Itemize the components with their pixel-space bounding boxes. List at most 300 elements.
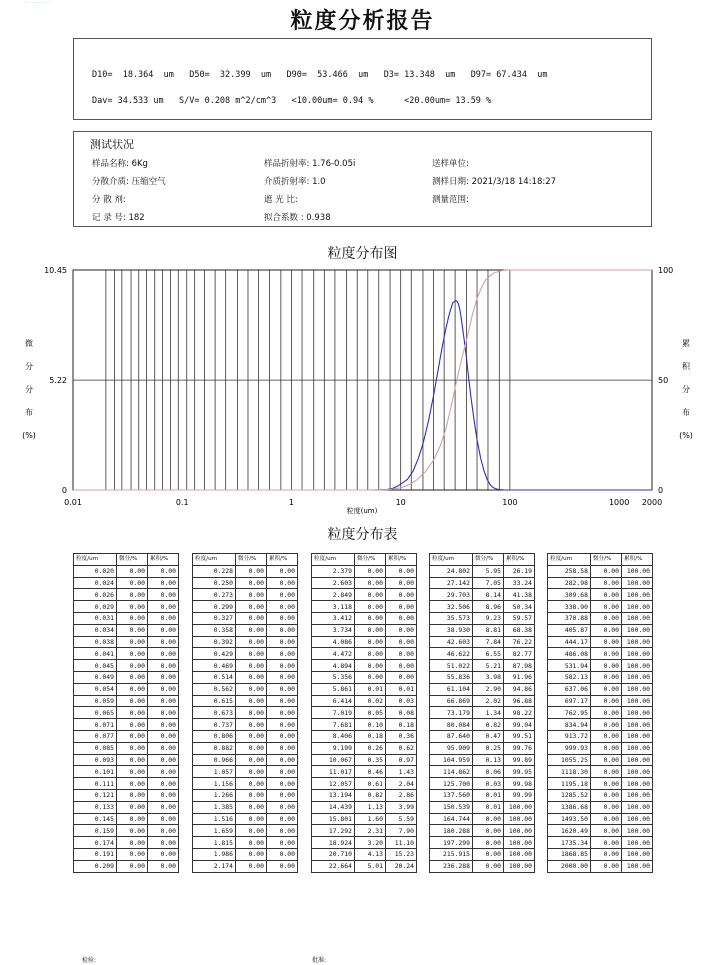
table-cell: 2.04 — [385, 778, 416, 790]
table-cell: 0.00 — [472, 825, 503, 837]
table-cell: 42.603 — [430, 636, 473, 648]
table-row — [193, 648, 298, 660]
table-cell: 0.071 — [74, 719, 117, 731]
table-header-row — [74, 554, 179, 566]
table-row — [312, 813, 417, 825]
table-cell: 0.00 — [590, 789, 621, 801]
table-cell: 0.00 — [472, 860, 503, 872]
sender: 送样单位: — [432, 159, 469, 169]
table-cell: 0.00 — [266, 589, 297, 601]
table-cell: 0.00 — [147, 565, 178, 577]
y-left-axis-label: 微 — [25, 339, 33, 348]
table-cell: 0.00 — [116, 754, 147, 766]
table-cell: 100.00 — [621, 612, 652, 624]
table-cell: 0.00 — [235, 848, 266, 860]
table-cell: 8.81 — [472, 624, 503, 636]
table-cell: 0.00 — [266, 636, 297, 648]
table-cell: 0.00 — [266, 577, 297, 589]
table-cell: 76.22 — [503, 636, 534, 648]
table-cell: 0.00 — [590, 612, 621, 624]
table-cell: 0.029 — [74, 601, 117, 613]
table-cell: 100.00 — [621, 601, 652, 613]
distribution-table — [311, 553, 417, 873]
table-row — [430, 801, 535, 813]
fit-coefficient: 拟合系数 : 0.938 — [264, 213, 331, 223]
table-row — [74, 577, 179, 589]
table-cell: 18.924 — [312, 837, 355, 849]
table-cell: 0.00 — [590, 860, 621, 872]
table-header-cell: 累积/% — [621, 554, 652, 566]
table-cell: 55.836 — [430, 671, 473, 683]
table-cell: 100.00 — [621, 766, 652, 778]
table-cell: 26.19 — [503, 565, 534, 577]
table-cell: 0.00 — [590, 707, 621, 719]
table-row — [193, 565, 298, 577]
table-cell: 0.00 — [266, 742, 297, 754]
table-cell: 0.00 — [116, 848, 147, 860]
table-cell: 0.00 — [590, 719, 621, 731]
table-cell: 125.700 — [430, 778, 473, 790]
table-cell: 100.00 — [621, 801, 652, 813]
table-row — [548, 577, 653, 589]
table-cell: 215.915 — [430, 848, 473, 860]
table-header-row — [430, 554, 535, 566]
table-cell: 444.17 — [548, 636, 591, 648]
table-row — [193, 837, 298, 849]
measure-range: 测量范围: — [432, 195, 469, 205]
table-cell: 999.93 — [548, 742, 591, 754]
table-cell: 0.00 — [472, 837, 503, 849]
series-line-differential — [372, 301, 652, 491]
table-cell: 0.00 — [147, 801, 178, 813]
table-cell: 0.00 — [590, 813, 621, 825]
table-cell: 4.472 — [312, 648, 355, 660]
report-title: 粒度分析报告 — [290, 9, 435, 34]
table-cell: 0.00 — [266, 789, 297, 801]
table-cell: 5.95 — [472, 565, 503, 577]
table-cell: 0.00 — [235, 660, 266, 672]
table-cell: 0.054 — [74, 683, 117, 695]
table-cell: 1.659 — [193, 825, 236, 837]
table-cell: 0.00 — [266, 695, 297, 707]
y-left-tick-label: 10.45 — [44, 266, 67, 275]
table-cell: 99.99 — [503, 789, 534, 801]
table-row — [193, 601, 298, 613]
footer-inspector: 检验: — [82, 957, 97, 964]
table-cell: 0.00 — [116, 707, 147, 719]
table-cell: 1285.52 — [548, 789, 591, 801]
table-cell: 582.13 — [548, 671, 591, 683]
table-row — [193, 778, 298, 790]
table-cell: 0.00 — [590, 601, 621, 613]
table-cell: 0.00 — [147, 695, 178, 707]
table-row — [548, 813, 653, 825]
table-cell: 0.00 — [235, 695, 266, 707]
table-row — [430, 660, 535, 672]
table-cell: 100.00 — [621, 789, 652, 801]
table-row — [548, 648, 653, 660]
table-cell: 0.00 — [235, 683, 266, 695]
table-row — [430, 766, 535, 778]
table-cell: 0.00 — [147, 730, 178, 742]
table-cell: 0.041 — [74, 648, 117, 660]
table-row — [74, 860, 179, 872]
table-row — [193, 671, 298, 683]
table-header-cell: 微分/% — [590, 554, 621, 566]
table-cell: 2.86 — [385, 789, 416, 801]
table-cell: 1.516 — [193, 813, 236, 825]
table-header-cell: 微分/% — [354, 554, 385, 566]
table-cell: 73.179 — [430, 707, 473, 719]
table-cell: 38.930 — [430, 624, 473, 636]
table-cell: 1386.68 — [548, 801, 591, 813]
table-cell: 0.00 — [590, 837, 621, 849]
summary-line-1: D10= 18.364 um D50= 32.399 um D90= 53.466 um D3= 13.348 um D97= 67.434 um — [92, 70, 548, 80]
table-cell: 0.00 — [590, 825, 621, 837]
table-cell: 0.00 — [266, 801, 297, 813]
table-cell: 150.539 — [430, 801, 473, 813]
table-row — [548, 695, 653, 707]
table-cell: 0.00 — [147, 848, 178, 860]
table-row — [430, 742, 535, 754]
table-cell: 0.00 — [266, 813, 297, 825]
table-cell: 0.00 — [147, 636, 178, 648]
conditions-box — [73, 131, 652, 227]
table-cell: 7.84 — [472, 636, 503, 648]
table-cell: 0.514 — [193, 671, 236, 683]
table-row — [74, 848, 179, 860]
summary-line-2: Dav= 34.533 um S/V= 0.208 m^2/cm^3 <10.00um= 0.94 % <20.00um= 13.59 % — [92, 96, 492, 106]
table-cell: 0.00 — [354, 612, 385, 624]
table-cell: 0.174 — [74, 837, 117, 849]
table-cell: 0.00 — [116, 778, 147, 790]
table-row — [193, 848, 298, 860]
table-cell: 0.00 — [147, 612, 178, 624]
table-cell: 8.96 — [472, 601, 503, 613]
footer-approver: 批准: — [312, 957, 327, 964]
table-cell: 7.05 — [472, 577, 503, 589]
y-left-axis-label: 分 — [25, 385, 33, 394]
table-cell: 0.00 — [266, 837, 297, 849]
distribution-table — [192, 553, 298, 873]
table-header-row — [312, 554, 417, 566]
table-cell: 197.299 — [430, 837, 473, 849]
table-cell: 0.00 — [590, 636, 621, 648]
table-cell: 0.085 — [74, 742, 117, 754]
table-cell: 0.00 — [266, 565, 297, 577]
table-cell: 0.673 — [193, 707, 236, 719]
table-cell: 15.801 — [312, 813, 355, 825]
table-cell: 4.894 — [312, 660, 355, 672]
table-header-cell: 累积/% — [147, 554, 178, 566]
table-row — [193, 766, 298, 778]
table-row — [193, 660, 298, 672]
table-cell: 100.00 — [621, 730, 652, 742]
table-cell: 0.00 — [235, 577, 266, 589]
table-cell: 17.292 — [312, 825, 355, 837]
table-cell: 0.00 — [116, 636, 147, 648]
obscuration: 遮 光 比: — [264, 195, 298, 205]
table-cell: 80.084 — [430, 719, 473, 731]
test-date: 测样日期: 2021/3/18 14:18:27 — [432, 177, 557, 187]
x-tick-label: 0.1 — [175, 498, 189, 507]
table-cell: 100.00 — [621, 695, 652, 707]
table-cell: 258.58 — [548, 565, 591, 577]
table-cell: 100.00 — [503, 848, 534, 860]
table-cell: 0.00 — [354, 577, 385, 589]
table-cell: 2.90 — [472, 683, 503, 695]
table-cell: 0.35 — [354, 754, 385, 766]
company-logo-text: ··· ···· ·· ·· — [24, 0, 51, 7]
table-cell: 87.640 — [430, 730, 473, 742]
table-cell: 0.00 — [235, 766, 266, 778]
table-cell: 96.88 — [503, 695, 534, 707]
table-cell: 0.00 — [235, 707, 266, 719]
table-cell: 0.00 — [354, 589, 385, 601]
table-row — [548, 742, 653, 754]
table-cell: 7.681 — [312, 719, 355, 731]
table-cell: 0.00 — [116, 719, 147, 731]
table-cell: 0.00 — [385, 624, 416, 636]
table-cell: 2.174 — [193, 860, 236, 872]
table-row — [430, 624, 535, 636]
table-cell: 1620.49 — [548, 825, 591, 837]
table-cell: 0.00 — [147, 624, 178, 636]
table-cell: 0.00 — [116, 813, 147, 825]
table-cell: 338.90 — [548, 601, 591, 613]
table-row — [74, 789, 179, 801]
table-cell: 114.862 — [430, 766, 473, 778]
table-cell: 0.00 — [235, 671, 266, 683]
table-cell: 0.045 — [74, 660, 117, 672]
table-cell: 0.03 — [472, 778, 503, 790]
table-row — [74, 624, 179, 636]
table-cell: 3.412 — [312, 612, 355, 624]
table-row — [430, 789, 535, 801]
table-row — [74, 766, 179, 778]
y-left-tick-label: 5.22 — [49, 376, 67, 386]
table-cell: 100.00 — [621, 589, 652, 601]
table-row — [193, 636, 298, 648]
table-cell: 100.00 — [621, 683, 652, 695]
table-row — [74, 589, 179, 601]
table-row — [312, 636, 417, 648]
table-cell: 0.737 — [193, 719, 236, 731]
table-title: 粒度分布表 — [327, 527, 398, 543]
table-cell: 3.734 — [312, 624, 355, 636]
table-cell: 41.38 — [503, 589, 534, 601]
table-cell: 32.506 — [430, 601, 473, 613]
table-cell: 0.00 — [147, 601, 178, 613]
table-cell: 0.00 — [235, 754, 266, 766]
table-cell: 0.00 — [147, 766, 178, 778]
table-cell: 0.00 — [590, 565, 621, 577]
table-row — [312, 589, 417, 601]
table-cell: 99.04 — [503, 719, 534, 731]
x-tick-label: 1 — [288, 498, 294, 507]
table-cell: 0.358 — [193, 624, 236, 636]
table-cell: 1.156 — [193, 778, 236, 790]
x-tick-label: 2000 — [641, 498, 663, 507]
table-row — [312, 742, 417, 754]
table-cell: 0.00 — [235, 801, 266, 813]
table-row — [74, 813, 179, 825]
table-cell: 0.469 — [193, 660, 236, 672]
table-row — [74, 730, 179, 742]
table-cell: 100.00 — [621, 707, 652, 719]
table-cell: 5.861 — [312, 683, 355, 695]
table-cell: 0.562 — [193, 683, 236, 695]
table-row — [430, 730, 535, 742]
table-cell: 0.00 — [116, 624, 147, 636]
table-row — [548, 730, 653, 742]
table-cell: 0.00 — [590, 754, 621, 766]
table-cell: 0.00 — [116, 683, 147, 695]
table-cell: 0.00 — [116, 766, 147, 778]
x-tick-label: 1000 — [608, 498, 630, 507]
table-cell: 0.020 — [74, 565, 117, 577]
table-row — [193, 707, 298, 719]
table-cell: 2000.00 — [548, 860, 591, 872]
table-header-cell: 微分/% — [472, 554, 503, 566]
table-cell: 0.00 — [590, 577, 621, 589]
table-cell: 0.00 — [590, 848, 621, 860]
table-row — [430, 589, 535, 601]
table-cell: 0.01 — [385, 683, 416, 695]
table-cell: 0.00 — [590, 766, 621, 778]
table-cell: 99.98 — [503, 778, 534, 790]
table-cell: 0.327 — [193, 612, 236, 624]
table-row — [548, 766, 653, 778]
table-row — [548, 778, 653, 790]
table-cell: 236.288 — [430, 860, 473, 872]
table-cell: 0.00 — [266, 754, 297, 766]
chart-title: 粒度分布图 — [327, 246, 398, 262]
table-cell: 100.00 — [621, 624, 652, 636]
table-row — [193, 612, 298, 624]
table-row — [312, 801, 417, 813]
y-left-axis-label: (%) — [22, 431, 36, 440]
table-cell: 0.61 — [354, 778, 385, 790]
y-right-axis-label: (%) — [679, 431, 693, 440]
table-cell: 0.00 — [590, 589, 621, 601]
table-cell: 0.13 — [472, 754, 503, 766]
table-cell: 0.00 — [116, 825, 147, 837]
table-row — [193, 801, 298, 813]
table-cell: 91.96 — [503, 671, 534, 683]
table-cell: 3.98 — [472, 671, 503, 683]
table-cell: 0.034 — [74, 624, 117, 636]
table-row — [312, 789, 417, 801]
record-number: 记 录 号: 182 — [92, 213, 145, 223]
table-cell: 0.00 — [147, 837, 178, 849]
table-cell: 0.01 — [472, 801, 503, 813]
table-row — [312, 719, 417, 731]
table-cell: 0.00 — [147, 813, 178, 825]
table-row — [430, 860, 535, 872]
table-cell: 0.806 — [193, 730, 236, 742]
table-row — [312, 624, 417, 636]
table-cell: 2.849 — [312, 589, 355, 601]
table-row — [430, 601, 535, 613]
table-cell: 100.00 — [621, 636, 652, 648]
table-cell: 0.00 — [354, 648, 385, 660]
table-cell: 100.00 — [621, 742, 652, 754]
table-cell: 0.111 — [74, 778, 117, 790]
table-cell: 0.00 — [116, 695, 147, 707]
table-cell: 0.00 — [147, 707, 178, 719]
table-cell: 0.049 — [74, 671, 117, 683]
table-cell: 0.00 — [116, 730, 147, 742]
table-row — [430, 754, 535, 766]
table-row — [430, 778, 535, 790]
table-cell: 35.573 — [430, 612, 473, 624]
table-row — [548, 719, 653, 731]
table-cell: 3.99 — [385, 801, 416, 813]
table-row — [193, 742, 298, 754]
table-cell: 0.392 — [193, 636, 236, 648]
table-cell: 5.01 — [354, 860, 385, 872]
table-header-cell: 粒度/um — [548, 554, 591, 566]
dispersant: 分 散 剂: — [92, 195, 126, 205]
table-row — [430, 813, 535, 825]
table-cell: 0.00 — [235, 719, 266, 731]
table-cell: 0.00 — [266, 860, 297, 872]
table-cell: 61.104 — [430, 683, 473, 695]
table-cell: 0.209 — [74, 860, 117, 872]
y-right-tick-label: 100 — [658, 266, 674, 275]
table-row — [548, 837, 653, 849]
table-cell: 0.00 — [147, 789, 178, 801]
table-row — [193, 730, 298, 742]
table-cell: 0.00 — [266, 719, 297, 731]
table-cell: 99.76 — [503, 742, 534, 754]
table-cell: 8.406 — [312, 730, 355, 742]
table-cell: 66.869 — [430, 695, 473, 707]
table-cell: 0.00 — [266, 660, 297, 672]
table-cell: 0.065 — [74, 707, 117, 719]
table-cell: 0.18 — [385, 719, 416, 731]
table-cell: 0.00 — [147, 860, 178, 872]
table-row — [548, 671, 653, 683]
table-row — [312, 837, 417, 849]
table-row — [193, 754, 298, 766]
x-tick-label: 100 — [502, 498, 518, 507]
table-cell: 0.00 — [116, 660, 147, 672]
table-cell: 100.00 — [621, 778, 652, 790]
table-cell: 0.00 — [116, 612, 147, 624]
table-row — [312, 730, 417, 742]
table-cell: 1.057 — [193, 766, 236, 778]
table-cell: 82.77 — [503, 648, 534, 660]
table-cell: 0.00 — [354, 636, 385, 648]
table-cell: 0.00 — [354, 565, 385, 577]
y-left-axis-label: 分 — [25, 362, 33, 371]
table-cell: 100.00 — [621, 825, 652, 837]
table-cell: 0.00 — [116, 648, 147, 660]
table-cell: 0.00 — [147, 683, 178, 695]
table-cell: 0.26 — [354, 742, 385, 754]
table-row — [548, 801, 653, 813]
table-cell: 0.00 — [147, 754, 178, 766]
table-cell: 5.356 — [312, 671, 355, 683]
table-row — [430, 671, 535, 683]
table-cell: 0.00 — [116, 589, 147, 601]
table-cell: 9.199 — [312, 742, 355, 754]
table-header-cell: 累积/% — [385, 554, 416, 566]
table-row — [548, 612, 653, 624]
table-cell: 5.59 — [385, 813, 416, 825]
